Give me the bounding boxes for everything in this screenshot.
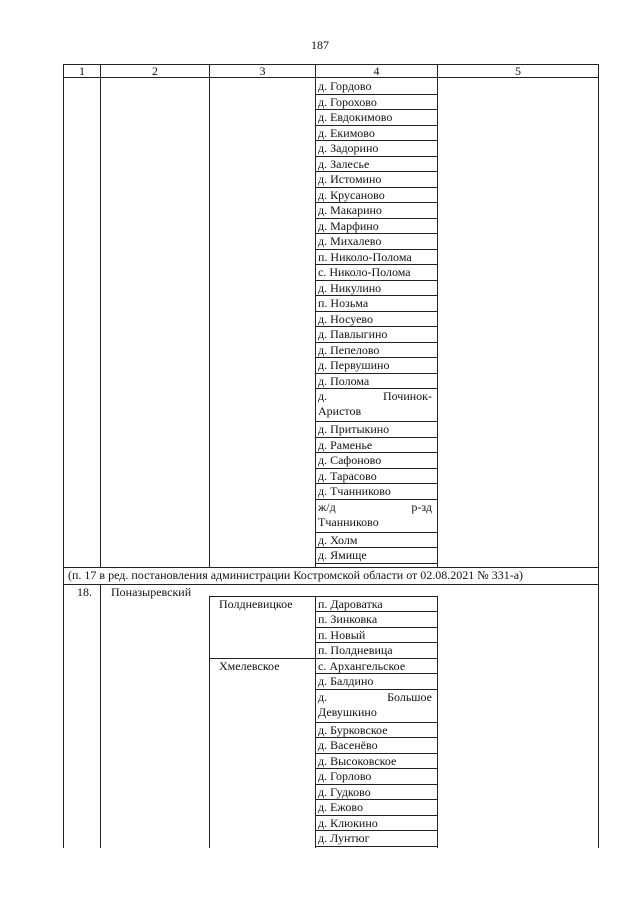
- settlement-cell: [318, 690, 432, 720]
- settlement-cell: д. Сафоново: [318, 453, 382, 467]
- settlement-cell: п. Николо-Полома: [318, 249, 412, 264]
- settlement-cell: д. Тарасово: [318, 468, 377, 483]
- column-header-4: 4: [315, 64, 438, 78]
- settlement-cell: д. Лунтюг: [318, 831, 370, 845]
- settlement-prefix: ж/д: [318, 499, 336, 514]
- settlement-cell: д. Никулино: [318, 280, 382, 295]
- settlement-cell: д. Гордово: [318, 79, 372, 93]
- settlement-cell: п. Полдневица: [318, 643, 393, 657]
- settlement-prefix: д.: [318, 389, 328, 403]
- settlement-name-cont: Девушкино: [318, 704, 377, 719]
- settlement-cell: д. Пепелово: [318, 342, 380, 357]
- settlement-name-cont: Аристов: [318, 404, 362, 418]
- settlement-cell: д. Первушино: [318, 358, 390, 372]
- page-number: 187: [311, 38, 329, 52]
- settlement-cell: д. Задорино: [318, 141, 379, 155]
- settlement-cell: [318, 500, 432, 530]
- settlement-cell: д. Горлово: [318, 769, 372, 783]
- row-number: 18.: [77, 584, 92, 599]
- settlement-cell: с. Николо-Полома: [318, 265, 411, 279]
- table-border: [63, 64, 64, 567]
- settlement-cell: д. Залесье: [318, 156, 370, 171]
- settlement-name-part: р-зд: [411, 499, 432, 514]
- settlement-cell: д. Крусаново: [318, 187, 385, 202]
- settlement-cell: д. Бурковское: [318, 722, 388, 737]
- settlement-cell: п. Дароватка: [318, 596, 383, 611]
- table-border: [437, 596, 438, 849]
- table-border: [100, 584, 101, 849]
- amendment-note: (п. 17 в ред. постановления администрации Костромской области от 02.08.2021 № 331-а): [68, 567, 524, 582]
- settlement-cell: п. Новый: [318, 627, 366, 642]
- settlement-cell: д. Балдино: [318, 674, 374, 688]
- municipality-name: Полдневицкое: [219, 596, 293, 611]
- settlement-cell: д. Павлыгино: [318, 327, 388, 341]
- settlement-name-cont: Тчанниково: [318, 514, 379, 529]
- settlement-prefix: д.: [318, 689, 328, 704]
- settlement-cell: д. Макарино: [318, 203, 382, 217]
- column-header-1: 1: [63, 64, 101, 78]
- settlement-cell: п. Нозьма: [318, 296, 369, 310]
- table-border: [598, 584, 599, 849]
- settlement-cell: д. Истомино: [318, 172, 382, 186]
- settlement-cell: д. Екимово: [318, 125, 375, 140]
- settlement-row-border: [315, 846, 437, 847]
- settlement-cell: д. Клюкино: [318, 815, 378, 830]
- settlement-cell: д. Холм: [318, 532, 358, 547]
- table-border: [209, 596, 210, 849]
- settlement-name-part: Починок-: [382, 389, 432, 403]
- settlement-cell: д. Высоковское: [318, 753, 397, 768]
- table-border: [63, 584, 64, 849]
- table-border: [100, 64, 101, 567]
- settlement-cell: д. Евдокимово: [318, 110, 393, 124]
- column-header-2: 2: [100, 64, 210, 78]
- municipality-name: Хмелевское: [219, 658, 280, 673]
- settlement-cell: д. Притыкино: [318, 422, 390, 436]
- settlement-cell: д. Тчанниково: [318, 484, 391, 498]
- settlement-cell: с. Архангельское: [318, 658, 406, 673]
- settlement-cell: [318, 389, 432, 419]
- column-header-5: 5: [437, 64, 599, 78]
- table-border: [598, 64, 599, 567]
- settlement-cell: д. Горохово: [318, 94, 377, 109]
- table-border: [437, 64, 438, 567]
- table-border: [598, 567, 599, 584]
- column-header-3: 3: [209, 64, 316, 78]
- table-border: [209, 64, 210, 567]
- settlement-cell: д. Полома: [318, 373, 370, 388]
- settlement-cell: п. Зинковка: [318, 612, 378, 626]
- settlement-name-part: Большое: [387, 689, 432, 704]
- settlement-cell: д. Михалево: [318, 234, 382, 248]
- district-name: Поназыревский: [111, 584, 192, 599]
- settlement-cell: д. Ямище: [318, 548, 367, 562]
- table-border: [315, 596, 316, 849]
- settlement-cell: д. Гудково: [318, 784, 371, 799]
- settlement-cell: д. Марфино: [318, 218, 379, 233]
- settlement-cell: д. Ежово: [318, 800, 364, 814]
- settlement-row-border: [315, 563, 437, 564]
- settlement-cell: д. Носуево: [318, 311, 373, 326]
- table-border: [63, 567, 64, 584]
- table-border: [315, 64, 316, 567]
- settlement-cell: д. Раменье: [318, 437, 373, 452]
- settlement-cell: д. Васенёво: [318, 738, 378, 752]
